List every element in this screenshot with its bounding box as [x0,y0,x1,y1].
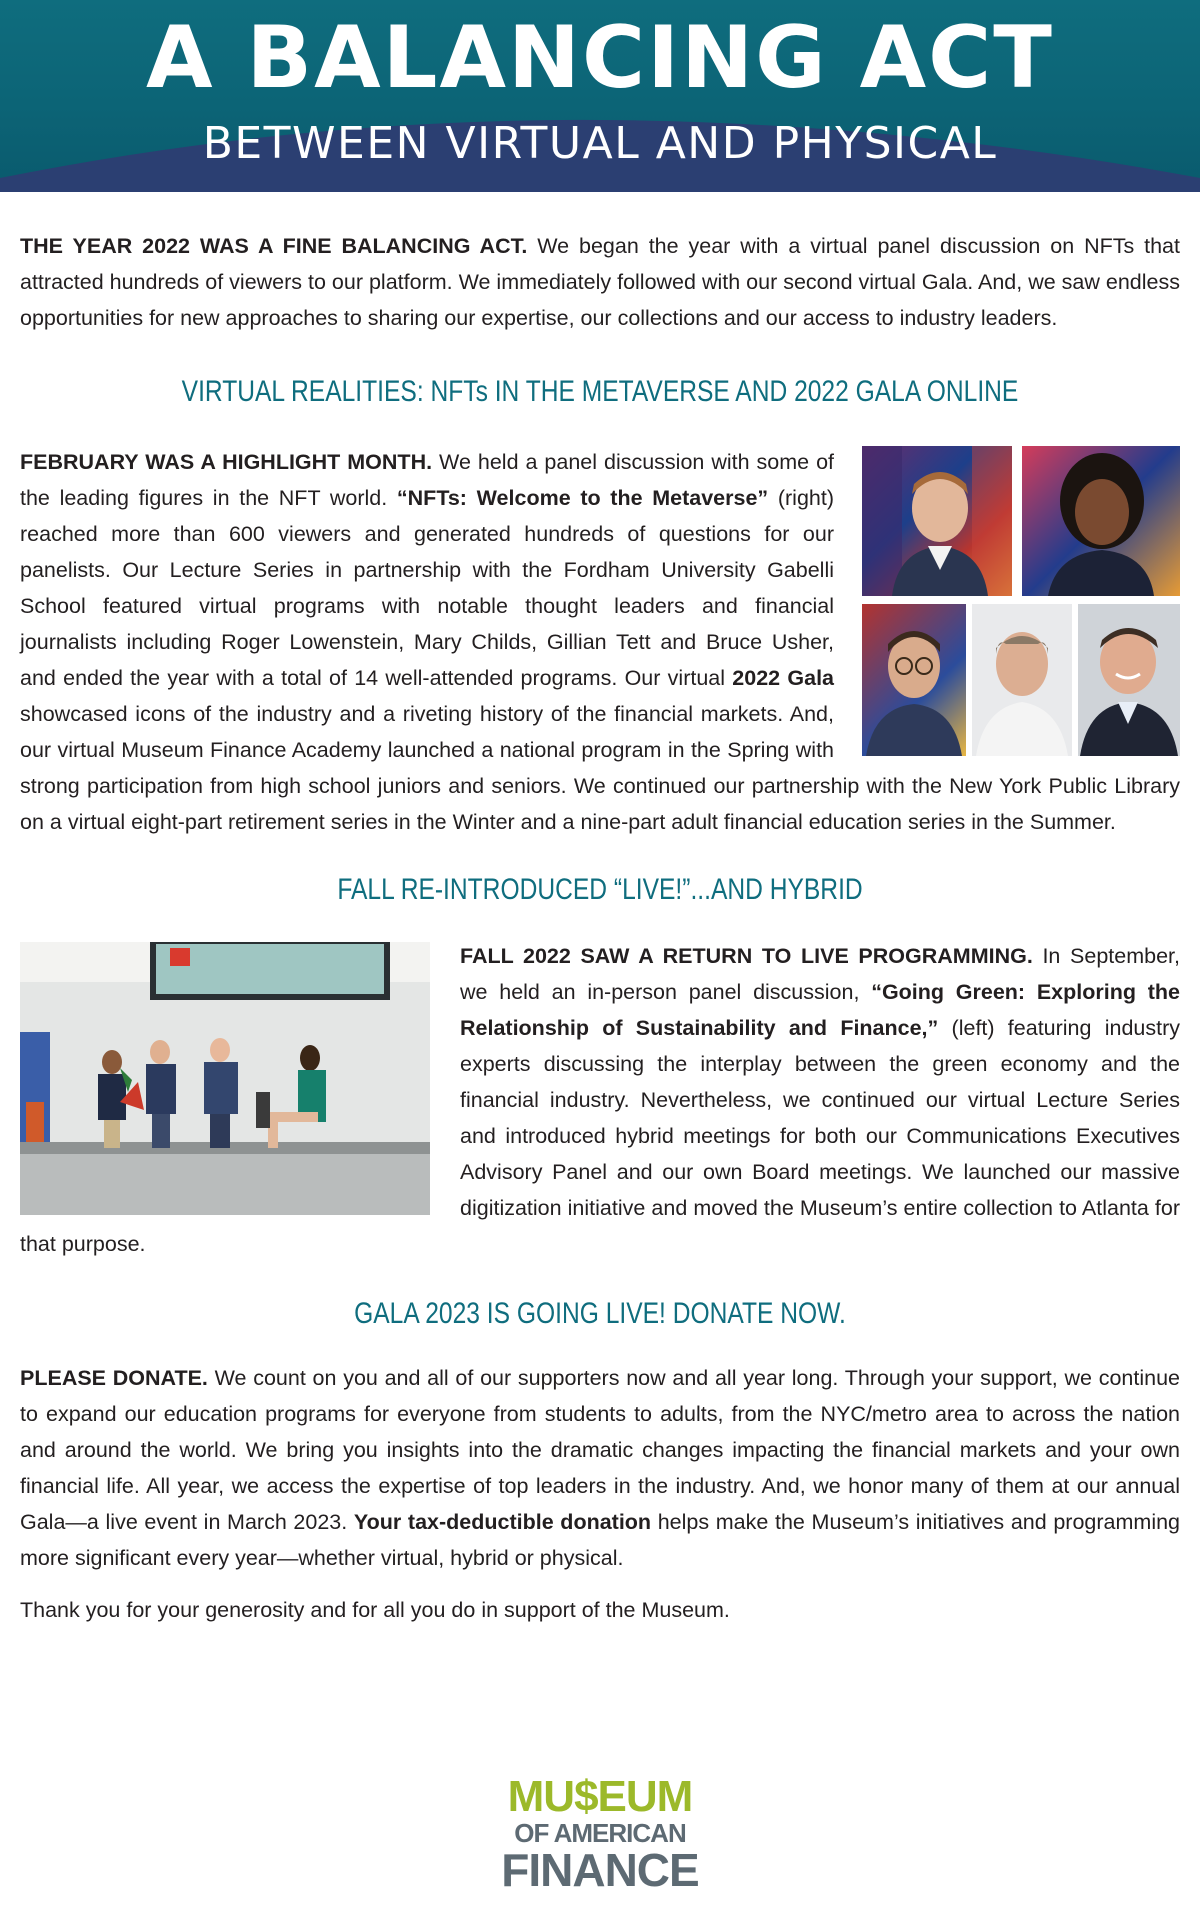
logo-line-2: OF AMERICAN [514,1818,686,1848]
portrait-icon [972,604,1072,756]
section3-lead: PLEASE DONATE. [20,1366,208,1390]
section2-text-2: (left) featuring industry experts discussing the interplay between the green economy and the financial industry. Nevertheless, we continued our virtual Lecture Series and introduced hybrid meetings for both our Communications Executives Advisory Panel and our own Board meetings. We launched our massive digitization initiative and moved the Museum’s entire collection to Atlanta for that purpose. [20,1016,1181,1256]
article-body [20,228,1180,1628]
gala-2022-label: 2022 Gala [732,666,834,690]
header-banner [0,0,1200,192]
intro-paragraph [20,228,1180,336]
portrait-icon [1078,604,1180,756]
portrait-icon [1022,446,1180,596]
panelist-photo-5 [1078,604,1180,756]
nft-event-title: “NFTs: Welcome to the Metaverse” [396,486,769,510]
live-panel-photo [20,942,430,1215]
section-heading-fall: FALL RE-INTRODUCED “LIVE!”...AND HYBRID [337,873,863,906]
panelist-photo-4 [972,604,1072,756]
section1-text-3: showcased icons of the industry and a riveting history of the financial markets. And, our virtual Museum Finance Academy launched a national program in the Spring with strong participation from high school juniors and seniors. We continued our partnership with the New York Public Library on a virtual eight-part retirement series in the Winter and a nine-part adult financial education series in the Summer. [20,702,1180,834]
section2-text-1: In September, we held an in-person panel discussion, [460,944,1180,1004]
portrait-icon [862,446,1012,596]
logo-line-3: FINANCE [501,1844,699,1896]
panelist-photo-3 [862,604,966,756]
section-heading-donate: GALA 2023 IS GOING LIVE! DONATE NOW. [354,1297,846,1330]
panelist-photo-2 [1022,446,1180,596]
going-green-title: “Going Green: Exploring the Relationship of Sustainability and Finance,” [460,980,1180,1040]
logo-line-1: MU$EUM [507,1772,693,1821]
intro-lead: THE YEAR 2022 WAS A FINE BALANCING ACT. [20,234,528,258]
museum-logo [0,1772,1200,1896]
section-heading-virtual: VIRTUAL REALITIES: NFTs IN THE METAVERSE AND 2022 GALA ONLINE [181,375,1019,408]
section1-text-2: (right) reached more than 600 viewers and generated hundreds of questions for our panelists. Our Lecture Series in partnership with the Fordham University Gabelli School featured virtual programs with notable thought leaders and financial journalists including Roger Lowenstein, Mary Childs, Gillian Tett and Bruce Usher, and ended the year with a total of 14 well-attended programs. Our virtual [20,486,834,690]
thanks-paragraph: Thank you for your generosity and for all you do in support of the Museum. [20,1598,730,1622]
section2-lead: FALL 2022 SAW A RETURN TO LIVE PROGRAMMING. [460,944,1033,968]
section3-paragraph [20,1360,1180,1576]
intro-text: We began the year with a virtual panel discussion on NFTs that attracted hundreds of viewers to our platform. We immediately followed with our second virtual Gala. And, we saw endless opportunities for new approaches to sharing our expertise, our collections and our access to industry leaders. [20,234,1180,330]
section1-lead: FEBRUARY WAS A HIGHLIGHT MONTH. [20,450,433,474]
panel-event-image [20,942,430,1215]
page-title: A BALANCING ACT [146,8,1054,108]
panelist-photo-1 [862,446,1012,596]
nft-panelists-photo [862,446,1180,756]
donation-callout: Your tax-deductible donation [353,1510,652,1534]
page-subtitle: BETWEEN VIRTUAL AND PHYSICAL [202,118,998,169]
section3-text-2: helps make the Museum’s initiatives and programming more significant every year—whether virtual, hybrid or physical. [20,1510,1181,1570]
section1-text-1: We held a panel discussion with some of the leading figures in the NFT world. [20,450,835,510]
portrait-icon [862,604,966,756]
section3-text-1: We count on you and all of our supporters now and all year long. Through your support, we continue to expand our education programs for everyone from students to adults, from the NYC/metro area to across the nation and around the world. We bring you insights into the dramatic changes impacting the financial markets and your own financial life. All year, we access the expertise of top leaders in the industry. And, we honor many of them at our annual Gala—a live event in March 2023. [20,1366,1180,1534]
